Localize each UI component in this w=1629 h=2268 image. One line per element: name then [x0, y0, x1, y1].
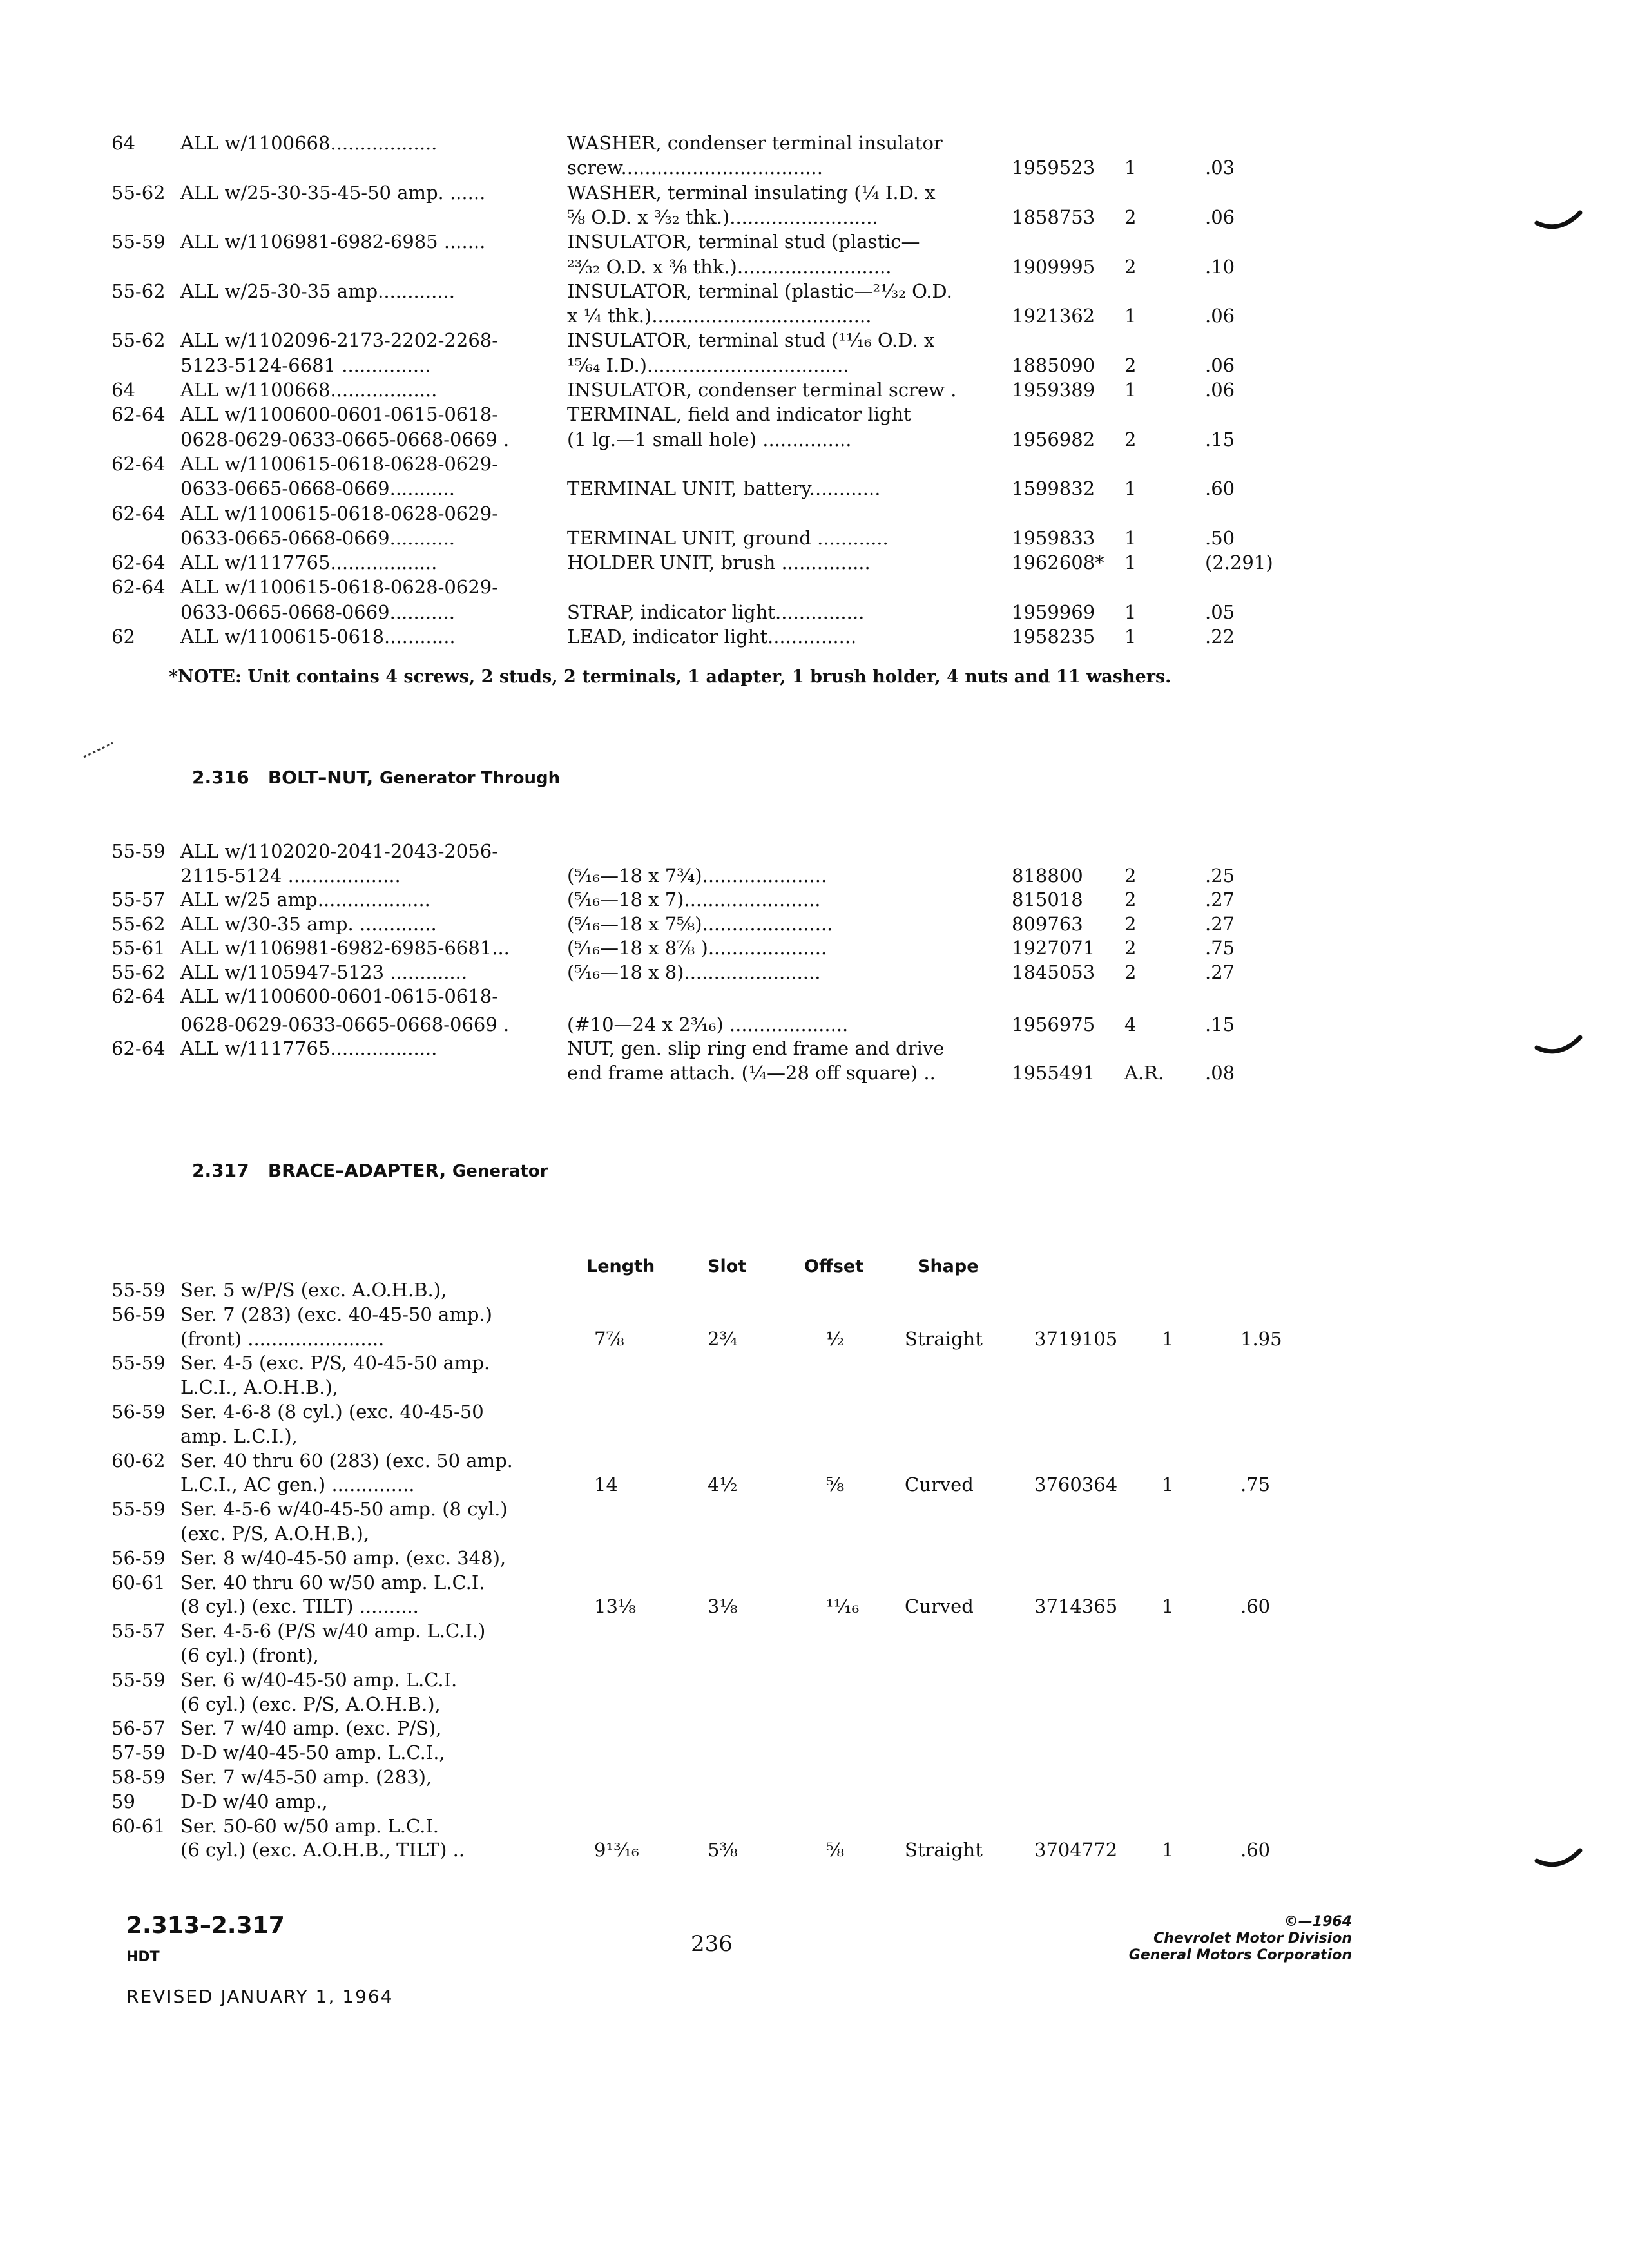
cell-desc: (⁵⁄₁₆—18 x 7¾)..................... [567, 864, 827, 887]
cell-app: ALL w/1117765.................. [180, 552, 438, 574]
cell-yr: 62-64 [111, 502, 166, 524]
footer-corporation: General Motors Corporation [1128, 1947, 1352, 1963]
binder-mark-icon [1534, 205, 1585, 237]
cell-desc: (⁵⁄₁₆—18 x 8⅞ ).................... [567, 937, 827, 959]
cell-yr: 60-61 [111, 1814, 166, 1837]
cell-app: L.C.I., A.O.H.B.), [180, 1376, 338, 1399]
cell-len: 14 [594, 1474, 618, 1496]
cell-qty: 1 [1162, 1595, 1174, 1618]
section-subtitle: Generator Through [379, 769, 561, 788]
cell-pn: 1959833 [1012, 526, 1095, 549]
cell-pn: 1599832 [1012, 477, 1095, 500]
cell-yr: 62-64 [111, 985, 166, 1007]
footer-code: HDT [126, 1949, 160, 1965]
cell-pn: 1956975 [1012, 1013, 1095, 1035]
cell-pr: .75 [1205, 937, 1235, 959]
cell-qty: 2 [1124, 864, 1137, 887]
cell-yr: 62-64 [111, 552, 166, 574]
section-title: BRACE–ADAPTER, [267, 1160, 447, 1181]
cell-yr: 59 [111, 1790, 135, 1812]
cell-pr: .60 [1240, 1595, 1271, 1618]
cell-pr: .15 [1205, 1013, 1235, 1035]
cell-desc: (⁵⁄₁₆—18 x 7⅝)...................... [567, 912, 833, 935]
cell-off: ⅝ [826, 1474, 845, 1496]
cell-desc: ⅝ O.D. x ³⁄₃₂ thk.)......................... [567, 206, 878, 228]
cell-yr: 55-62 [111, 329, 166, 352]
cell-app: ALL w/1100600-0601-0615-0618- [180, 403, 499, 426]
cell-yr: 58-59 [111, 1766, 166, 1788]
cell-app: ALL w/25 amp................... [180, 889, 430, 910]
cell-app: ALL w/1100668.................. [180, 132, 438, 154]
cell-app: 5123-5124-6681 ............... [180, 354, 431, 376]
cell-yr: 64 [111, 132, 135, 154]
cell-pr: .08 [1205, 1061, 1235, 1084]
cell-desc: TERMINAL UNIT, battery............ [567, 477, 881, 500]
cell-app: amp. L.C.I.), [180, 1425, 298, 1447]
cell-app: Ser. 50-60 w/50 amp. L.C.I. [180, 1814, 439, 1837]
cell-pn: 3714365 [1034, 1595, 1118, 1618]
footer-publisher [1129, 1914, 1352, 1964]
cell-app: ALL w/1100615-0618-0628-0629- [180, 452, 499, 475]
cell-slot: 4½ [708, 1474, 738, 1496]
cell-app: ALL w/1100615-0618............ [180, 626, 456, 648]
cell-qty: 1 [1162, 1474, 1174, 1496]
cell-app: ALL w/1100615-0618-0628-0629- [180, 502, 499, 524]
cell-qty: 1 [1124, 526, 1137, 549]
cell-desc: ²³⁄₃₂ O.D. x ⅜ thk.).......................... [567, 255, 892, 278]
cell-off: ¹¹⁄₁₆ [826, 1595, 860, 1618]
cell-pr: .06 [1205, 305, 1235, 327]
footer-section-range: 2.313–2.317 [126, 1912, 285, 1939]
cell-yr: 62-64 [111, 403, 166, 426]
cell-yr: 55-57 [111, 1620, 166, 1642]
section-title: BOLT–NUT, [267, 767, 374, 788]
cell-desc: x ¼ thk.)..................................... [567, 305, 872, 327]
cell-qty: 2 [1124, 889, 1137, 910]
cell-qty: 2 [1124, 354, 1137, 376]
cell-yr: 55-62 [111, 181, 166, 204]
cell-pr: .75 [1240, 1474, 1271, 1496]
cell-pr: .27 [1205, 889, 1235, 910]
cell-pn: 818800 [1012, 864, 1083, 887]
cell-app: Ser. 8 w/40-45-50 amp. (exc. 348), [180, 1546, 506, 1569]
cell-desc: INSULATOR, terminal stud (¹¹⁄₁₆ O.D. x [567, 329, 935, 352]
cell-qty: 1 [1124, 626, 1137, 648]
page-number: 236 [691, 1931, 733, 1957]
cell-desc: ¹⁵⁄₆₄ I.D.).................................. [567, 354, 849, 376]
cell-desc: INSULATOR, terminal (plastic—²¹⁄₃₂ O.D. [567, 280, 952, 302]
cell-yr: 55-62 [111, 912, 166, 935]
cell-pr: .10 [1205, 255, 1235, 278]
cell-pn: 1958235 [1012, 626, 1095, 648]
cell-pn: 1959389 [1012, 379, 1095, 401]
cell-pr: .15 [1205, 428, 1235, 450]
cell-pr: .60 [1205, 477, 1235, 500]
cell-qty: 1 [1124, 477, 1137, 500]
cell-pr: .05 [1205, 601, 1235, 623]
section-2317-heading [192, 1160, 548, 1181]
cell-off: ½ [826, 1327, 845, 1350]
cell-len: 9¹³⁄₁₆ [594, 1839, 639, 1861]
cell-desc: (#10—24 x 2³⁄₁₆) .................... [567, 1013, 849, 1035]
cell-desc: NUT, gen. slip ring end frame and drive [567, 1037, 945, 1059]
cell-app: ALL w/25-30-35 amp............. [180, 280, 455, 302]
cell-qty: 1 [1124, 157, 1137, 179]
cell-pn: 1956982 [1012, 428, 1095, 450]
cell-shape: Straight [905, 1327, 983, 1350]
cell-app: ALL w/25-30-35-45-50 amp. ...... [180, 181, 486, 204]
cell-app: ALL w/1117765.................. [180, 1037, 438, 1059]
cell-app: Ser. 7 (283) (exc. 40-45-50 amp.) [180, 1303, 492, 1325]
cell-slot: 3⅛ [708, 1595, 738, 1618]
cell-yr: 55-59 [111, 840, 166, 862]
cell-yr: 55-61 [111, 937, 166, 959]
cell-pr: .50 [1205, 526, 1235, 549]
cell-app: ALL w/30-35 amp. ............. [180, 912, 437, 935]
section-number: 2.317 [192, 1160, 249, 1181]
cell-yr: 55-57 [111, 889, 166, 910]
cell-pr: 1.95 [1240, 1327, 1282, 1350]
cell-yr: 55-59 [111, 1668, 166, 1691]
cell-app: (6 cyl.) (exc. A.O.H.B., TILT) .. [180, 1839, 465, 1861]
cell-app: D-D w/40-45-50 amp. L.C.I., [180, 1742, 445, 1764]
cell-app: (exc. P/S, A.O.H.B.), [180, 1523, 370, 1544]
cell-app: 0628-0629-0633-0665-0668-0669 . [180, 1013, 510, 1035]
cell-pn: 1962608* [1012, 552, 1104, 574]
cell-app: Ser. 4-6-8 (8 cyl.) (exc. 40-45-50 [180, 1401, 484, 1423]
cell-app: Ser. 4-5-6 w/40-45-50 amp. (8 cyl.) [180, 1498, 508, 1521]
cell-app: (6 cyl.) (front), [180, 1644, 319, 1666]
cell-app: L.C.I., AC gen.) .............. [180, 1474, 415, 1496]
cell-desc: WASHER, terminal insulating (¼ I.D. x [567, 181, 936, 204]
cell-yr: 62-64 [111, 576, 166, 599]
cell-app: ALL w/1106981-6982-6985 ....... [180, 231, 486, 253]
cell-yr: 55-59 [111, 1279, 166, 1301]
cell-app: Ser. 5 w/P/S (exc. A.O.H.B.), [180, 1279, 447, 1301]
cell-yr: 56-59 [111, 1546, 166, 1569]
cell-app: ALL w/1106981-6982-6985-6681... [180, 937, 510, 959]
cell-app: 0633-0665-0668-0669........... [180, 477, 456, 500]
cell-desc: WASHER, condenser terminal insulator [567, 132, 943, 154]
cell-yr: 62-64 [111, 452, 166, 475]
cell-qty: 4 [1124, 1013, 1137, 1035]
cell-qty: 1 [1124, 379, 1137, 401]
cell-pn: 1959523 [1012, 157, 1095, 179]
col-header-shape: Shape [918, 1256, 979, 1276]
cell-pr: .06 [1205, 379, 1235, 401]
cell-shape: Curved [905, 1595, 974, 1618]
binder-mark-icon [1534, 1030, 1585, 1062]
cell-app: ALL w/1105947-5123 ............. [180, 961, 468, 983]
section-2316-heading [192, 767, 560, 788]
cell-pn: 1921362 [1012, 305, 1095, 327]
cell-pn: 3704772 [1034, 1839, 1118, 1861]
cell-pn: 1858753 [1012, 206, 1095, 228]
cell-slot: 2¾ [708, 1327, 738, 1350]
cell-app: Ser. 4-5-6 (P/S w/40 amp. L.C.I.) [180, 1620, 486, 1642]
footer-revised: REVISED JANUARY 1, 1964 [126, 1986, 394, 2007]
cell-yr: 62 [111, 626, 135, 648]
cell-len: 13⅛ [594, 1595, 637, 1618]
cell-pn: 1959969 [1012, 601, 1095, 623]
cell-yr: 55-59 [111, 1498, 166, 1521]
cell-pn: 809763 [1012, 912, 1083, 935]
cell-app: Ser. 4-5 (exc. P/S, 40-45-50 amp. [180, 1352, 490, 1374]
cell-app: ALL w/1102096-2173-2202-2268- [180, 329, 499, 352]
cell-yr: 57-59 [111, 1742, 166, 1764]
cell-desc: screw.................................. [567, 157, 823, 179]
cell-pr: .27 [1205, 912, 1235, 935]
cell-app: D-D w/40 amp., [180, 1790, 328, 1812]
cell-app: Ser. 40 thru 60 (283) (exc. 50 amp. [180, 1449, 513, 1472]
cell-app: Ser. 40 thru 60 w/50 amp. L.C.I. [180, 1571, 485, 1593]
col-header-length: Length [586, 1256, 655, 1276]
cell-yr: 62-64 [111, 1037, 166, 1059]
cell-app: Ser. 6 w/40-45-50 amp. L.C.I. [180, 1668, 458, 1691]
binder-mark-icon [1534, 1843, 1585, 1875]
cell-app: 0633-0665-0668-0669........... [180, 526, 456, 549]
cell-app: (front) ....................... [180, 1327, 385, 1350]
cell-app: (6 cyl.) (exc. P/S, A.O.H.B.), [180, 1693, 441, 1715]
footer-copyright: ©—1964 [1284, 1914, 1352, 1930]
cell-qty: 2 [1124, 206, 1137, 228]
cell-app: ALL w/1100615-0618-0628-0629- [180, 576, 499, 599]
cell-qty: 1 [1124, 305, 1137, 327]
cell-pr: .06 [1205, 354, 1235, 376]
cell-pn: 3760364 [1034, 1474, 1118, 1496]
cell-desc: (1 lg.—1 small hole) ............... [567, 428, 852, 450]
cell-yr: 55-62 [111, 280, 166, 302]
cell-pr: .27 [1205, 961, 1235, 983]
cell-pr: .22 [1205, 626, 1235, 648]
cell-slot: 5⅜ [708, 1839, 738, 1861]
cell-off: ⅝ [826, 1839, 845, 1861]
cell-pn: 1845053 [1012, 961, 1095, 983]
cell-desc: INSULATOR, terminal stud (plastic— [567, 231, 920, 253]
cell-app: ALL w/1100668.................. [180, 379, 438, 401]
cell-desc: TERMINAL, field and indicator light [567, 403, 911, 426]
section-number: 2.316 [192, 767, 249, 788]
cell-yr: 56-57 [111, 1717, 166, 1740]
cell-yr: 64 [111, 379, 135, 401]
cell-desc: HOLDER UNIT, brush ............... [567, 552, 871, 574]
cell-qty: A.R. [1124, 1061, 1164, 1084]
cell-shape: Curved [905, 1474, 974, 1496]
cell-qty: 1 [1162, 1839, 1174, 1861]
cell-app: ALL w/1102020-2041-2043-2056- [180, 840, 499, 862]
cell-app: Ser. 7 w/45-50 amp. (283), [180, 1766, 432, 1788]
cell-yr: 55-59 [111, 1352, 166, 1374]
cell-yr: 56-59 [111, 1401, 166, 1423]
cell-qty: 2 [1124, 255, 1137, 278]
cell-pn: 1927071 [1012, 937, 1095, 959]
cell-yr: 60-61 [111, 1571, 166, 1593]
cell-desc: LEAD, indicator light............... [567, 626, 857, 648]
cell-shape: Straight [905, 1839, 983, 1861]
unit-note: *NOTE: Unit contains 4 screws, 2 studs, 2 terminals, 1 adapter, 1 brush holder, 4 nuts and 11 washers. [169, 667, 1171, 687]
cell-desc: end frame attach. (¼—28 off square) .. [567, 1061, 936, 1084]
cell-yr: 55-62 [111, 961, 166, 983]
cell-yr: 56-59 [111, 1303, 166, 1325]
cell-app: 2115-5124 ................... [180, 864, 401, 887]
cell-desc: TERMINAL UNIT, ground ............ [567, 526, 889, 549]
col-header-slot: Slot [708, 1256, 747, 1276]
cell-desc: INSULATOR, condenser terminal screw . [567, 379, 957, 401]
cell-qty: 2 [1124, 912, 1137, 935]
cell-qty: 1 [1162, 1327, 1174, 1350]
cell-qty: 1 [1124, 601, 1137, 623]
cell-pr: .25 [1205, 864, 1235, 887]
cell-qty: 2 [1124, 937, 1137, 959]
cell-pn: 815018 [1012, 889, 1083, 910]
cell-yr: 55-59 [111, 231, 166, 253]
cell-desc: STRAP, indicator light............... [567, 601, 865, 623]
cell-desc: (⁵⁄₁₆—18 x 7)....................... [567, 889, 821, 910]
cell-pr: (2.291) [1205, 552, 1273, 574]
cell-len: 7⅞ [594, 1327, 624, 1350]
cell-pn: 1955491 [1012, 1061, 1095, 1084]
cell-desc: (⁵⁄₁₆—18 x 8)....................... [567, 961, 821, 983]
cell-pr: .03 [1205, 157, 1235, 179]
cell-app: ALL w/1100600-0601-0615-0618- [180, 985, 499, 1007]
cell-app: 0628-0629-0633-0665-0668-0669 . [180, 428, 510, 450]
cell-pr: .06 [1205, 206, 1235, 228]
cell-app: (8 cyl.) (exc. TILT) .......... [180, 1595, 419, 1618]
cell-app: 0633-0665-0668-0669........... [180, 601, 456, 623]
cell-qty: 2 [1124, 961, 1137, 983]
cell-app: Ser. 7 w/40 amp. (exc. P/S), [180, 1717, 442, 1740]
footer-division: Chevrolet Motor Division [1153, 1930, 1352, 1946]
cell-qty: 1 [1124, 552, 1137, 574]
cell-yr: 60-62 [111, 1449, 166, 1472]
col-header-offset: Offset [804, 1256, 864, 1276]
smudge-mark-icon [81, 738, 119, 764]
cell-qty: 2 [1124, 428, 1137, 450]
cell-pn: 1885090 [1012, 354, 1095, 376]
section-subtitle: Generator [452, 1162, 548, 1181]
cell-pn: 1909995 [1012, 255, 1095, 278]
cell-pn: 3719105 [1034, 1327, 1118, 1350]
cell-pr: .60 [1240, 1839, 1271, 1861]
